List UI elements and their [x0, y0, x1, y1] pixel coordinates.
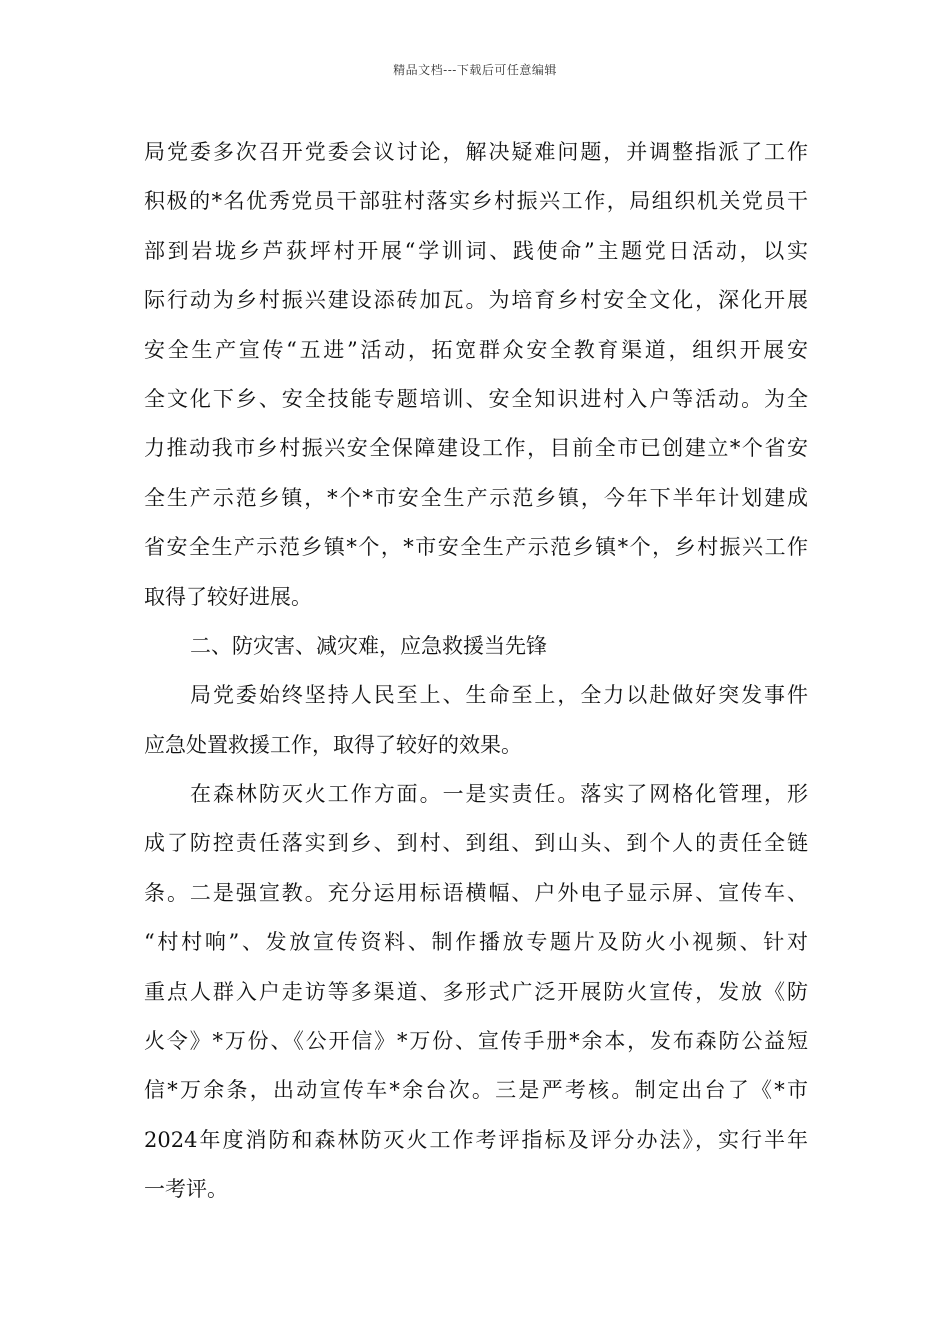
text-line: 安全生产宣传“五进”活动，拓宽群众安全教育渠道，组织开展安: [144, 337, 808, 362]
paragraph-village-revitalization: [144, 128, 808, 622]
text-line: 在森林防灭火工作方面。一是实责任。落实了网格化管理，形: [190, 782, 808, 807]
section-heading: [144, 622, 808, 671]
text-line: 局党委多次召开党委会议讨论，解决疑难问题，并调整指派了工作: [144, 140, 808, 164]
text-line: 重点人群入户走访等多渠道、多形式广泛开展防火宣传，发放《防: [144, 979, 808, 1004]
text-line: 全文化下乡、安全技能专题培训、安全知识进村入户等活动。为全: [144, 386, 808, 411]
document-body: [144, 128, 808, 1215]
text-line: 火令》*万份、《公开信》*万份、宣传手册*余本，发布森防公益短: [144, 1029, 808, 1054]
paragraph-forest-fire-prevention: [144, 770, 808, 1215]
text-line: 一考评。: [144, 1177, 228, 1202]
text-line: 取得了较好进展。: [144, 584, 312, 609]
text-line: 积极的*名优秀党员干部驻村落实乡村振兴工作，局组织机关党员干: [144, 189, 808, 214]
paragraph-emergency-response: [144, 671, 808, 770]
text-line: 信*万余条，出动宣传车*余台次。三是严考核。制定出台了《*市: [144, 1078, 808, 1103]
page-header: 精品文档---下载后可任意编辑: [393, 63, 557, 77]
text-line: 2024年度消防和森林防灭火工作考评指标及评分办法》，实行半年: [144, 1127, 808, 1152]
text-line: 全生产示范乡镇，*个*市安全生产示范乡镇，今年下半年计划建成: [144, 485, 808, 510]
text-line: 条。二是强宣教。充分运用标语横幅、户外电子显示屏、宣传车、: [144, 880, 808, 905]
text-line: 局党委始终坚持人民至上、生命至上，全力以赴做好突发事件: [190, 683, 808, 708]
text-line: 际行动为乡村振兴建设添砖加瓦。为培育乡村安全文化，深化开展: [144, 288, 808, 313]
text-line: 部到岩垅乡芦荻坪村开展“学训词、践使命”主题党日活动，以实: [144, 238, 808, 263]
text-line: 应急处置救援工作，取得了较好的效果。: [144, 732, 522, 757]
text-line: 成了防控责任落实到乡、到村、到组、到山头、到个人的责任全链: [144, 831, 808, 856]
text-line: “村村响”、发放宣传资料、制作播放专题片及防火小视频、针对: [144, 930, 808, 955]
heading-text: 二、防灾害、减灾难，应急救援当先锋: [190, 633, 547, 658]
text-line: 力推动我市乡村振兴安全保障建设工作，目前全市已创建立*个省安: [144, 436, 808, 461]
text-line: 省安全生产示范乡镇*个，*市安全生产示范乡镇*个，乡村振兴工作: [144, 535, 808, 560]
